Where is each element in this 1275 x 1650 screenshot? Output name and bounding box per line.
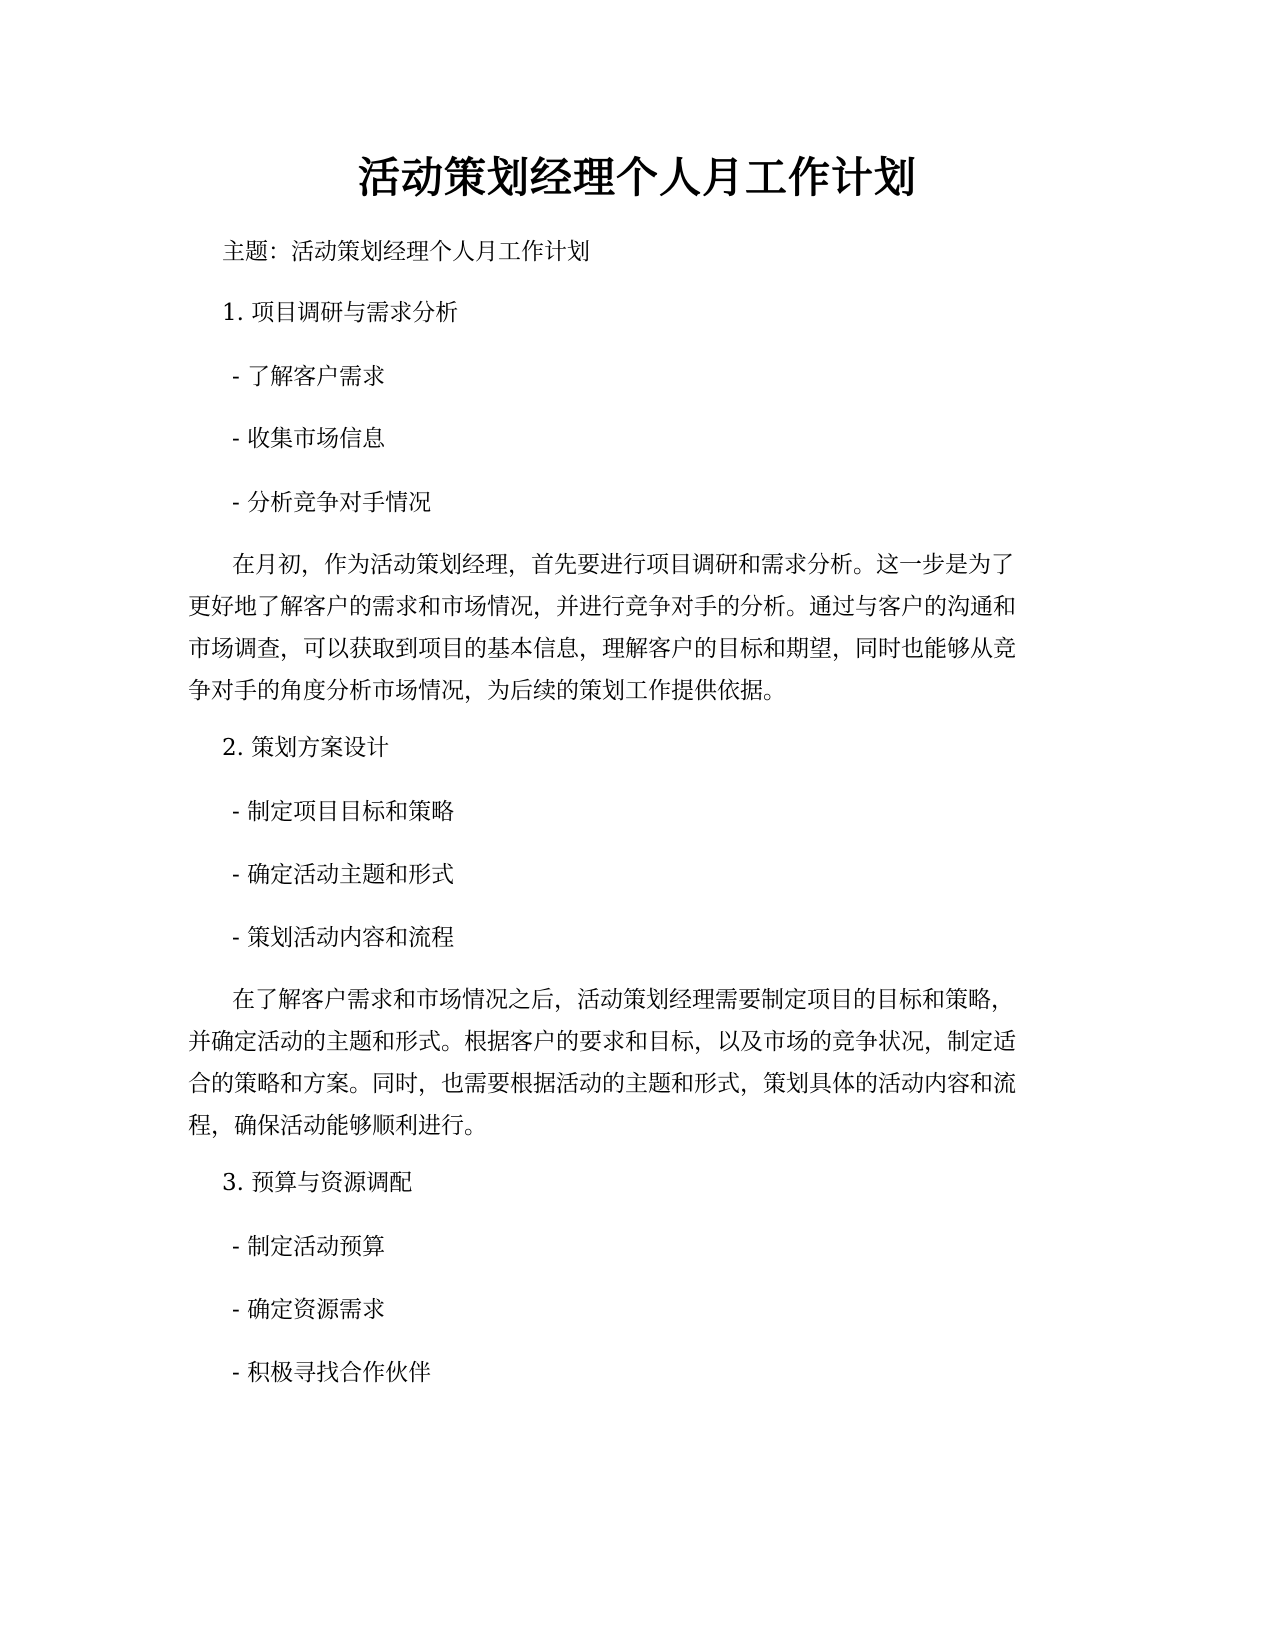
- paragraph-line: 在月初，作为活动策划经理，首先要进行项目调研和需求分析。这一步是为了: [232, 552, 1014, 578]
- paragraph-line: 程，确保活动能够顺利进行。: [188, 1113, 487, 1139]
- bullet-item: - 确定资源需求: [232, 1297, 386, 1323]
- bullet-item: - 策划活动内容和流程: [232, 925, 455, 951]
- paragraph-line: 在了解客户需求和市场情况之后，活动策划经理需要制定项目的目标和策略，: [232, 987, 1014, 1013]
- bullet-item: - 制定项目目标和策略: [232, 799, 455, 825]
- section-heading-1: 1. 项目调研与需求分析: [222, 300, 459, 326]
- document-title: 活动策划经理个人月工作计划: [357, 153, 917, 202]
- section-heading-3: 3. 预算与资源调配: [222, 1170, 413, 1196]
- bullet-item: - 收集市场信息: [232, 426, 386, 452]
- subject-line: 主题：活动策划经理个人月工作计划: [222, 239, 590, 265]
- bullet-item: - 了解客户需求: [232, 364, 386, 390]
- paragraph-line: 市场调查，可以获取到项目的基本信息，理解客户的目标和期望，同时也能够从竞: [188, 636, 1016, 662]
- bullet-item: - 制定活动预算: [232, 1234, 386, 1260]
- section-heading-2: 2. 策划方案设计: [222, 735, 390, 761]
- paragraph-line: 更好地了解客户的需求和市场情况，并进行竞争对手的分析。通过与客户的沟通和: [188, 594, 1016, 620]
- bullet-item: - 确定活动主题和形式: [232, 862, 455, 888]
- section-paragraph-1: [188, 544, 1088, 712]
- paragraph-line: 合的策略和方案。同时，也需要根据活动的主题和形式，策划具体的活动内容和流: [188, 1071, 1016, 1097]
- bullet-item: - 分析竞争对手情况: [232, 490, 432, 516]
- section-paragraph-2: [188, 979, 1088, 1147]
- paragraph-line: 并确定活动的主题和形式。根据客户的要求和目标，以及市场的竞争状况，制定适: [188, 1029, 1016, 1055]
- bullet-item: - 积极寻找合作伙伴: [232, 1360, 432, 1386]
- paragraph-line: 争对手的角度分析市场情况，为后续的策划工作提供依据。: [188, 678, 786, 704]
